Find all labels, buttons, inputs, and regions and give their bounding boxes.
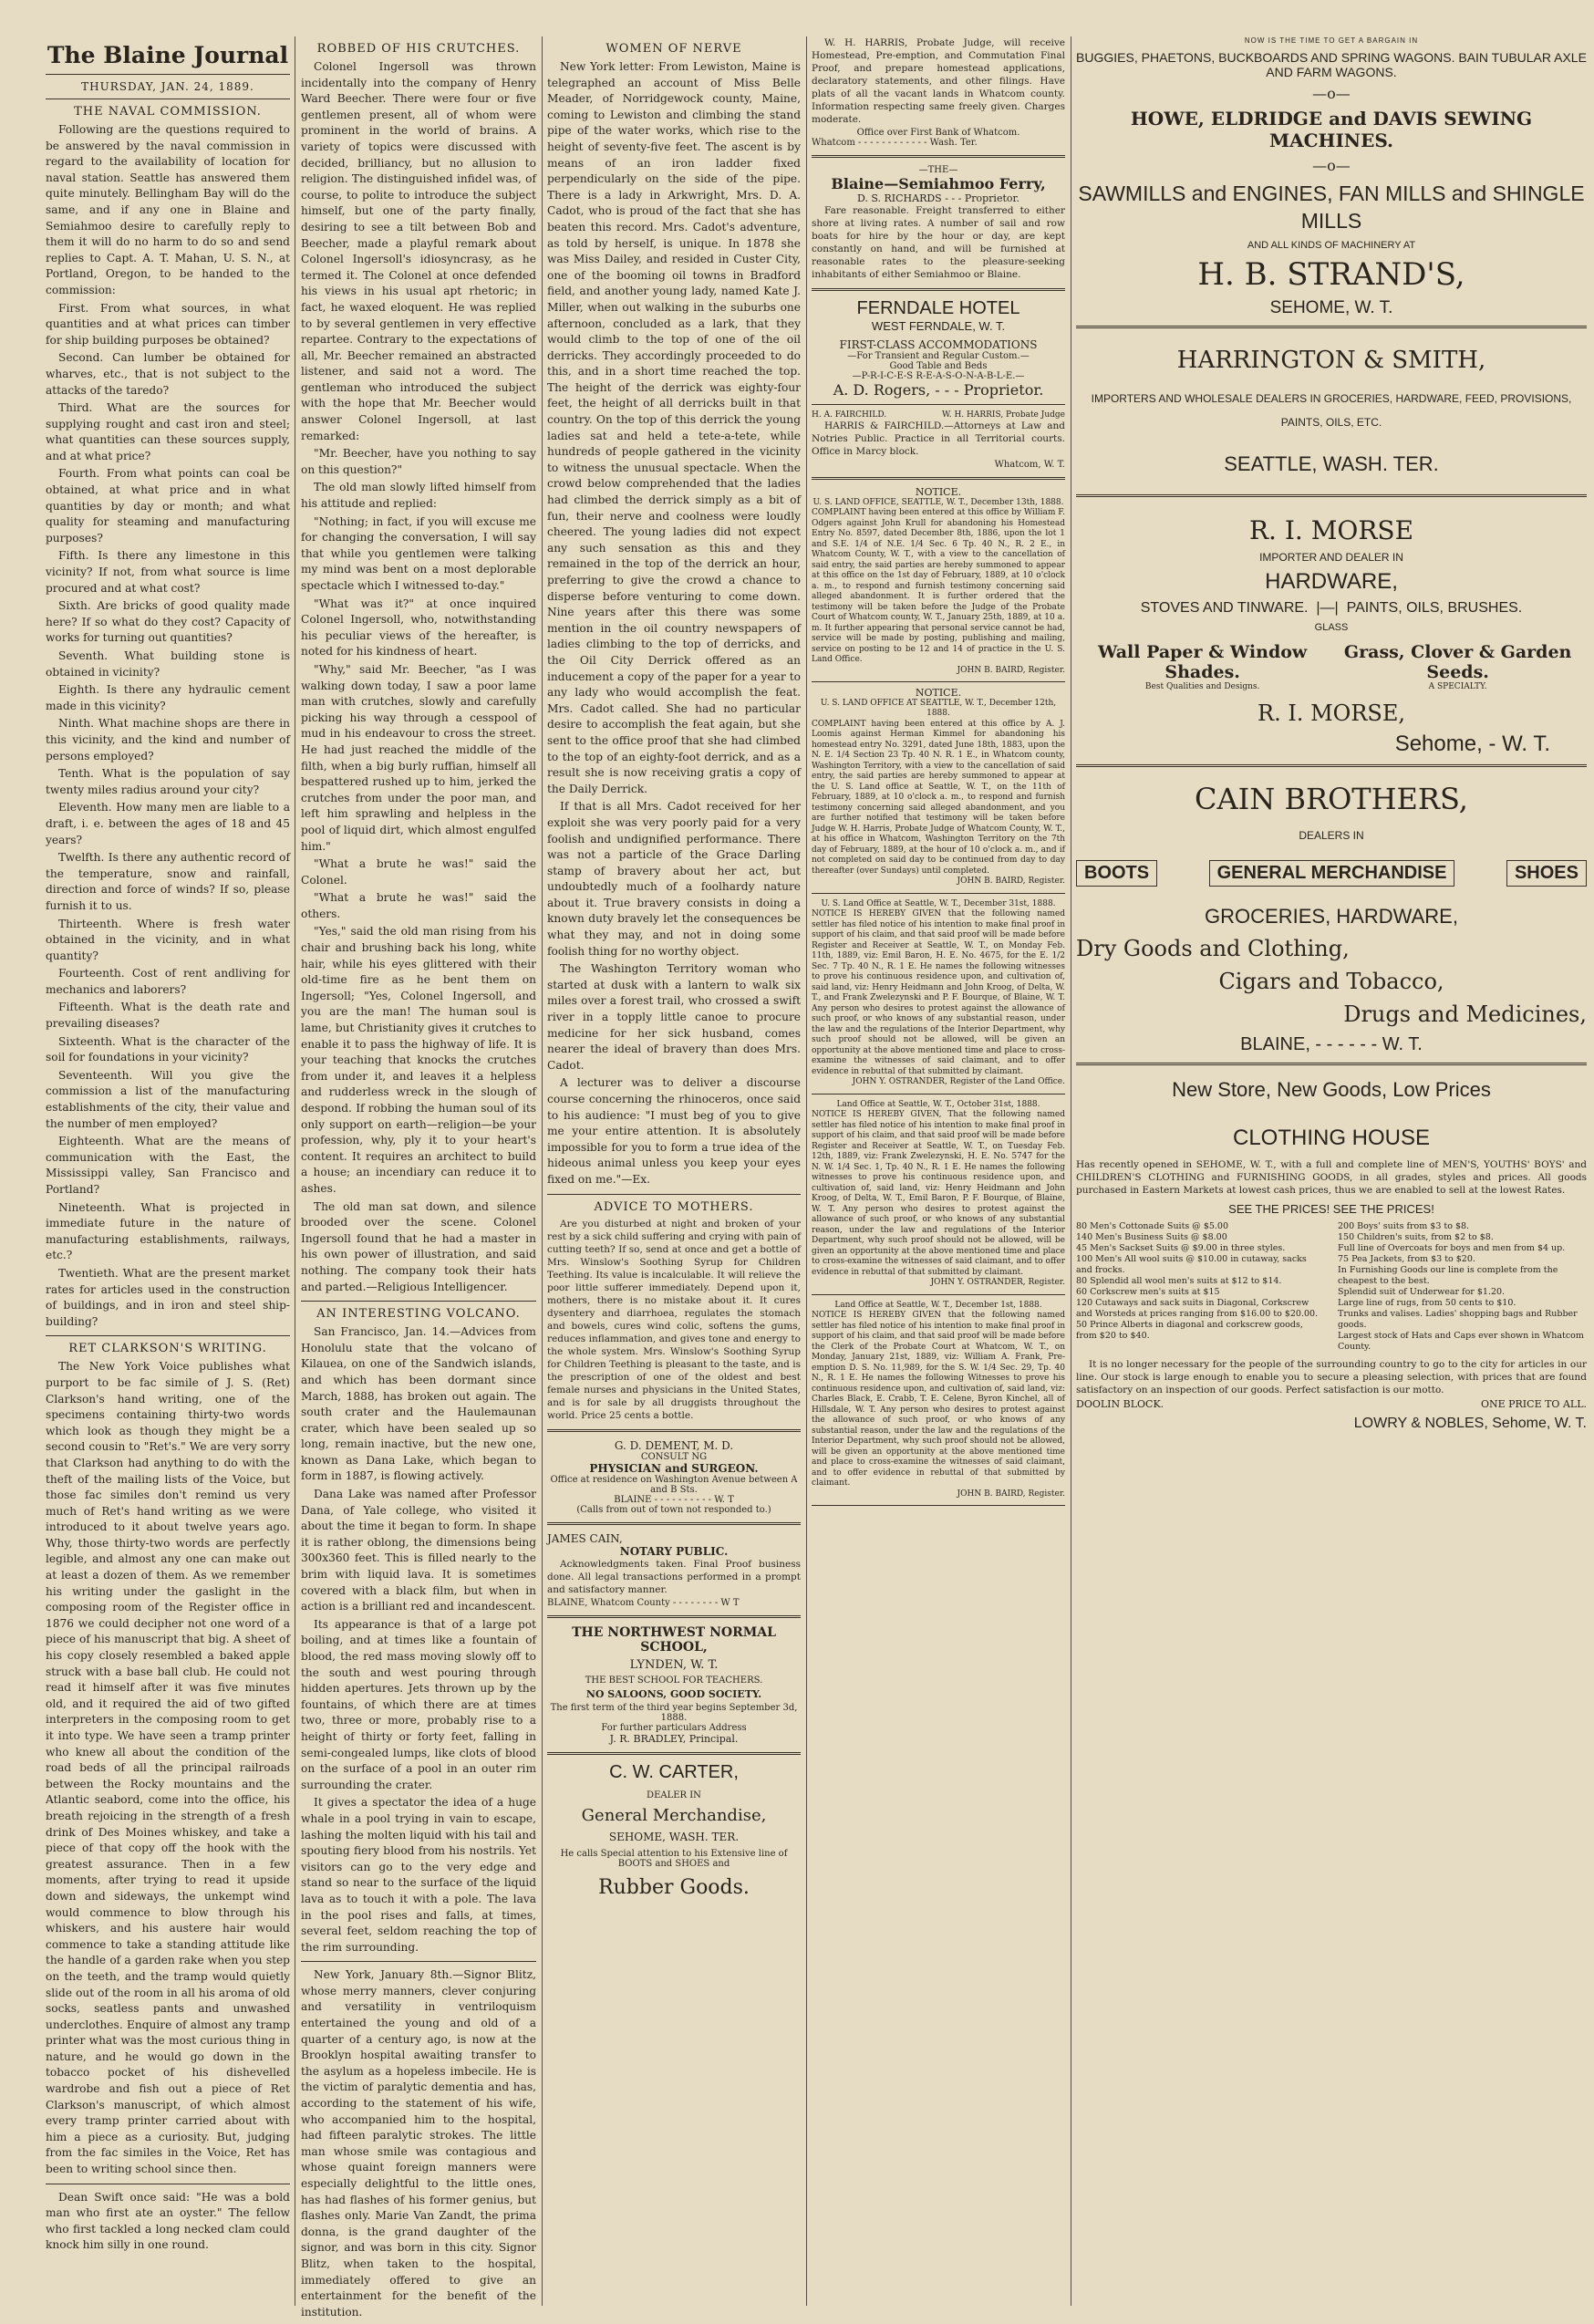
paragraph: The old man sat down, and silence brooded over the scene. Colonel Ingersoll found that he had a master in his own power of illustration, and said nothing. The company took their hats and parted.—Religious Intelligencer. [301,1199,536,1293]
notary-ad: JAMES CAIN, NOTARY PUBLIC. Acknowledgments taken. Final Proof business done. All legal transactions performed in a prompt and satisfactory manner. BLAINE, Whatcom County - - - - - - - - W T [547,1531,801,1608]
price-line: 60 Corkscrew men's suits at $15 [1076,1287,1220,1297]
cain-name: CAIN BROTHERS, [1195,782,1468,816]
prices-left [1076,1221,1325,1353]
column-3 [547,36,801,2306]
paragraph: Eighteenth. What are the means of communication with the East, the Mississippi valley, San Francisco and Portland? [46,1135,290,1196]
clarkson-para: The New York Voice publishes what purport to be fac simile of J. S. (Ret) Clarkson's hand writing, one of the specimens containing thirty-two words which look as though they might be a second cousin to "Ret's." We are very sorry that Clarkson had anything to do with the theft of the mailing lists of the Voice, but those fac similes don't remind us very much of Ret's hand writing as we were introduced to it about twelve years ago. Why, those thirty-two words are perfectly legible, and almost any one can make out at least a dozen of them. As we remember his writing under the gaslight in the composing room of the Register office in 1876 we could decipher not one word of a piece of his manuscript that big. A sheet of his copy closely resembled a baked apple struck with a base ball club. He could not read it himself after it was five minutes old, and it required the aid of two gifted interpreters in the composing room to get it into type. We have seen a tramp printer who knew all about the condition of the road beds of all the principal railroads between the Rocky mountains and the Atlantic seabord, come into the office, his breath rejoicing in the strength of a fresh drink of Des Moines whiskey, and take a piece of that copy off the hook with the greatest assurance. Then in a few moments, after trying to read it upside down and sideways, the unkempt wind would commence to blow through his whiskers, and his austere hair would commence to take a standing attitude like the handle of a garden rake when you step on the teeth, and the tramp would quietly slide out of the room in all his aroma of old socks, seatless pants and unwashed underclothes. Enquire of almost any tramp printer what was the most curious thing in nature, and he would go down in the tobacco pocket of his dishevelled wardrobe and fish out a piece of Ret Clarkson's manuscript, of which almost every tramp printer carried about with him a piece as a curiosity. But, judging from the fac similes in the Voice, Ret has been to writing school since then. [46,1360,290,2176]
ferry-ad: —THE— Blaine—Semiahmoo Ferry, D. S. RICHARDS - - - Proprietor. Fare reasonable. Freight transferred to either shore at living rates. A number of sail and row boats for hire by the hour or day, are kept constantly on hand, and will be furnished at reasonable rates to the pleasure-seeking inhabitants of either Semiahmoo or Blaine. [812,165,1065,280]
buggies-ad: BUGGIES, PHAETONS, BUCKBOARDS AND SPRING WAGONS. BAIN TUBULAR AXLE AND FARM WAGONS. [1076,50,1587,79]
paragraph: Colonel Ingersoll was thrown incidentally into the company of Henry Ward Beecher. There were four or five gentlemen present, all of whom were prominent in the world of brains. A variety of topics were discussed with decided, brilliancy, but no allusion to religion. The distinguished infidel was, of course, to polite to introduce the subject himself, but one of the party finally, desiring to see a tilt between Bob and Beecher, made a playful remark about Colonel Ingersoll's idiosyncrasy, as he termed it. The Colonel at once defended his views in his usual apt rhetoric; in fact, he waxed eloquent. He was replied to by several gentlemen in very effective repartee. Contrary to the expectations of all, Mr. Beecher remained an abstracted listener, and said not a word. The gentleman who introduced the subject with the hope that Mr. Beecher would answer Colonel Ingersoll, at last remarked: [301,60,536,442]
paragraph: Sixth. Are bricks of good quality made here? If so what do they cost? Capacity of works for turning out quantities? [46,599,290,645]
paragraph: Fourteenth. Cost of rent andliving for mechanics and laborers? [46,967,290,996]
paragraph: "Why," said Mr. Beecher, "as I was walking down today, I saw a poor lame man with crutches, slowly and carefully picking his way through a cesspool of mud in his endeavour to cross the street. He had just reached the middle of the filth, when a big burly ruffian, himself all bespattered rushed up to him, jerked the crutches from under the poor man, and left him sprawling and helpless in the pool of liquid dirt, which almost engulfed him." [301,662,536,853]
price-line: 50 Prince Alberts in diagonal and corkscrew goods, from $20 to $40. [1076,1320,1303,1341]
paragraph: Fifteenth. What is the death rate and prevailing diseases? [46,1001,290,1031]
price-line: 80 Men's Cottonade Suits @ $5.00 [1076,1221,1229,1231]
paragraph: Seventh. What building stone is obtained in vicinity? [46,649,290,679]
column-4 [812,36,1065,2306]
price-line: 100 Men's All wool suits @ $10.00 in cutaway, sacks and frocks. [1076,1254,1307,1275]
price-line: Splendid suit of Underwear for $1.20. [1338,1287,1506,1297]
price-line: 75 Pea Jackets, from $3 to $20. [1338,1254,1475,1264]
paragraph: First. From what sources, in what quantities and at what prices can timber for ship building purposes be obtained? [46,301,290,347]
price-line: Trunks and valises. Ladies' shopping bags and Rubber goods. [1338,1309,1578,1330]
naval-heading: THE NAVAL COMMISSION. [74,105,262,119]
price-line: Largest stock of Hats and Caps ever shown in Whatcom County. [1338,1331,1584,1352]
land-notices [812,487,1065,1506]
naval-questions [46,301,290,1331]
paragraph: New York letter: From Lewiston, Maine is telegraphed an account of Miss Belle Meader, of Norridgewock county, Maine, coming to Lewiston and climbing the stand pipe of the water works, which rise to the height of seventy-five feet. The ascent is by means of an iron ladder fixed perpendicularly on the side of the pipe. There is a lady in Arkwright, Mrs. D. A. Cadot, who is proud of the fact that she has beaten this record. Mrs. Cadot's adventure, as told by herself, is unique. In 1878 she was Miss Dailey, and resided in Custer City, one of the booming oil towns in Bradford field, and another young lady, named Kate J. Miller, when out walking in the suburbs one afternoon, concluded as a lark, that they would climb to the top of one of the oil derricks. They accordingly proceeded to do this, and in a short time reached the top. The height of the derrick was eighty-four feet, the height of all derricks built in that country. On the top of this derrick the young ladies sat and held a tete-a-tete, while hundreds of people gathered in the vicinity to witness the unusual spectacle. When the crowd below comprehended that the ladies had climbed the derrick simply as a bit of fun, their nerve and coolness were loudly cheered. The young ladies did not expect any such sensation as this and they remained in the top of the derrick an hour, preferring to give the crowd a chance to disperse before venturing to come down. Nine years after this there was some mention in the oil country newspapers of ladies climbing to the top of derricks, and the Oil City Derrick offered as an inducement a copy of the paper for a year to any lady who would accomplish the feat. Mrs. Cadot called. She had no particular desire to accomplish the feat again, but she sent to the office proof that she had climbed to the top of an eighty-foot derrick, and as a result she is now receiving gratis a copy of the Daily Derrick. [547,60,801,795]
paragraph: Thirteenth. Where is fresh water obtained in the vicinity, and in what quantity? [46,917,290,962]
clarkson-heading: RET CLARKSON'S WRITING. [68,1342,267,1356]
paragraph: "What a brute he was!" said the others. [301,891,536,920]
lowry-nobles: LOWRY & NOBLES, Sehome, W. T. [1353,1416,1587,1431]
newstore-heading: New Store, New Goods, Low Prices [1172,1078,1491,1101]
paragraph: Eleventh. How many men are liable to a draft, i. e. between the ages of 18 and 45 years? [46,801,290,846]
column-1 [46,36,290,2306]
paragraph: It gives a spectator the idea of a huge whale in a pool trying in vain to escape, lashing the molten liquid with his tail and spouting fiery blood from his nostrils. Yet visitors can go to the very edge and stand so near to the surface of the liquid lava as to touch it with a pole. The lava in the pool rises and falls, at times, several feet, seldom reaching the top of the rim surrounding. [301,1796,536,1954]
prices-right [1338,1221,1587,1353]
paragraph: Tenth. What is the population of say twenty miles radius around your city? [46,767,290,796]
price-line: 45 Men's Sackset Suits @ $9.00 in three styles. [1076,1243,1286,1253]
sawmills-ad: SAWMILLS and ENGINES, FAN MILLS and SHINGLE MILLS [1078,182,1585,233]
land-notice: U. S. Land Office at Seattle, W. T., December 31st, 1888. NOTICE IS HEREBY GIVEN that the following named settler has filed notice of his intention to make final proof in support of his claim, and that said proof will be made before Register and Receiver at Seattle, W. T., on Monday Feb. 11th, 1889, viz: Emil Baron, H. E. No. 4675, for the E. 1/2 Sec. 7 Tp. 40 N., R. 1 E. He names the following witnesses to prove his continuous residence upon, and cultivation of, said land, viz: Henry Heidmann and John Kroog, of Delta, W. T., and Frank Zwelezynski and P. F. Bourque, of Blaine, W. T. Any person who desires to protest against the allowance of such proof, or who knows of any substantial reason, under the law and the regulations of the Interior Department, why such proof should not be allowed, will be given an opportunity at the above mentioned time and place to cross-examine the witnesses of said claimant, and to offer evidence in rebuttal of that submitted by claimant. JOHN Y. OSTRANDER, Register of the Land Office. [812,899,1065,1095]
strand-name: H. B. STRAND'S, [1197,256,1465,293]
howe-ad: HOWE, ELDRIDGE and DAVIS SEWING MACHINES. [1130,108,1533,151]
women-body [547,59,801,1188]
harris-ad: W. H. HARRIS, Probate Judge, will receive Homestead, Pre-emption, and Commutation Final Proof, and prepare homestead applications, declaratory statements, and other filings. Have plats of all the vacant lands in Whatcom county. Information respecting same freely given. Charges moderate. Office over First Bank of Whatcom. Whatcom - - - - - - - - - - - - Wash. Ter. [812,37,1065,148]
price-line: 140 Men's Business Suits @ $8.00 [1076,1232,1227,1242]
hotel-ad: FERNDALE HOTEL WEST FERNDALE, W. T. FIRST-CLASS ACCOMMODATIONS —For Transient and Regular Custom.— Good Table and Beds —P-R-I-C-E-S R-E-A-S-O-N-A-B-L-E.— A. D. Rogers, - - - Proprietor. [833,298,1044,399]
paragraph: Dana Lake was named after Professor Dana, of Yale college, who visited it about the time it began to form. In shape it is rather oblong, the dimensions being 300x360 feet. This is filled nearly to the brim with liquid lava. It is sometimes covered with a black film, but when in action is a brilliant red and incandescent. [301,1488,536,1613]
robbed-heading: ROBBED OF HIS CRUTCHES. [316,42,521,56]
price-line: 150 Children's suits, from $2 to $8. [1338,1232,1494,1242]
issue-date: THURSDAY, JAN. 24, 1889. [81,80,254,93]
paragraph: Seventeenth. Will you give the commission a list of the manufacturing establishments of the city, their value and the number of men employed? [46,1068,290,1130]
price-line: 200 Boys' suits from $3 to $8. [1338,1221,1470,1231]
land-notice: Land Office at Seattle, W. T., December 1st, 1888. NOTICE IS HEREBY GIVEN that the following named settler has filed notice of his intention to make final proof in support of his claim, and that said proof will be made before the Clerk of the Probate Court at Whatcom, W. T., on Monday, January 21st, 1889, viz: William A. Frank, Pre-emption D. S. No. 11,989, for the S. W. 1/4 Sec. 29, Tp. 40 N., R. 1 E. He names the following Witnesses to prove his continuous residence upon, and cultivation of, said land, viz: Charles Black, E. Crabb, T. E. Celene, Byron Kinchel, all of Hillsdale, W. T. Any person who desires to protest against the allowance of such proof, or who knows of any substantial reason, under the law and the regulations of the Interior Department, why such proof should not be allowed, will be given an opportunity at the above mentioned time and place to cross-examine the witnesses of said claimant, and to offer evidence in rebuttal of that submitted by claimant. JOHN B. BAIRD, Register. [812,1301,1065,1507]
land-notice: NOTICE. U. S. LAND OFFICE, SEATTLE, W. T., December 13th, 1888. COMPLAINT having been entered at this office by William F. Odgers against John Krull for abandoning his Homestead Entry No. 8597, dated December 8th, 1886, upon the lot 1 and S.E. 1/4 of N.E. 1/4 Sec. 6 Tp. 40 N., R. 2 E., in Whatcom County, W. T., with a view to the cancellation of said entry, the said parties are hereby summoned to appear at this office on the 1st day of February, 1889, at 10 o'clock a. m., to respond and furnish testimony concerning said alleged abandonment. It is further ordered that the testimony will be taken before the Judge of the Probate Court of Whatcom county, W. T., January 25th, 1889, at 10 a. m. It further appearing that personal service cannot be had, service will be made by posting, publishing and mailing, service on posting to be 12 and 14 of practice in the U. S. Land Office. JOHN B. BAIRD, Register. [812,487,1065,682]
gm-label: GENERAL MERCHANDISE [1209,860,1455,887]
normal-school-ad: THE NORTHWEST NORMAL SCHOOL, LYNDEN, W. T. THE BEST SCHOOL FOR TEACHERS. NO SALOONS, GOOD SOCIETY. The first term of the third year begins September 3d, 1888. For further particulars Address J. R. BRADLEY, Principal. [550,1624,798,1745]
paragraph: Third. What are the sources for supplying rought and cast iron and steel; what quantities can these sources supply, and at what price? [46,401,290,462]
dement-ad: G. D. DEMENT, M. D. CONSULT NG PHYSICIAN and SURGEON. Office at residence on Washington Avenue between A and B Sts. BLAINE - - - - - - - - - - W. T (Calls from out of town not responded to.) [550,1438,798,1515]
harrington-name: HARRINGTON & SMITH, [1176,347,1486,374]
paragraph: Fifth. Is there any limestone in this vicinity? If not, from what source is lime procured and at what cost? [46,549,290,595]
paragraph: A lecturer was to deliver a discourse course concerning the rhinoceros, once said to his audience: "I must beg of you to give me your entire attention. It is absolutely impossible for you to form a true idea of the hideous animal unless you keep your eyes fixed on me."—Ex. [547,1076,801,1186]
paragraph: The old man slowly lifted himself from his attitude and replied: [301,481,536,511]
masthead-title: The Blaine Journal [47,42,289,68]
price-line: In Furnishing Goods our line is complete from the cheapest to the best. [1338,1265,1558,1286]
blitz-para: New York, January 8th.—Signor Blitz, whose merry manners, clever conjuring and versatility in ventriloquism entertained the young and old of a quarter of a century ago, is now at the Brooklyn hospital awaiting transfer to the asylum as a hopeless imbecile. He is the victim of paralytic dementia and has, according to the statement of his wife, who accompanied him to the hospital, had fifteen paralytic strokes. The little man whose smile was contagious and whose quaint foreign manners were especially delightful to the little ones, has had flashes of his former genius, but flashes only. Marie Van Zandt, the prima donna, is the grand daughter of the signor, and was born in this city. Signor Blitz, when taken to the hospital, immediately offered to give an entertainment for the benefit of the institution. [301,1968,536,2319]
paragraph: Ninth. What machine shops are there in this vicinity, and the kind and number of persons employed? [46,717,290,763]
paragraph: Twentieth. What are the present market rates for articles used in the construction of buildings, and in iron and steel ship-building? [46,1266,290,1328]
paragraph: "Mr. Beecher, have you nothing to say on this question?" [301,447,536,476]
women-heading: WOMEN OF NERVE [606,42,742,56]
volcano-heading: AN INTERESTING VOLCANO. [316,1307,521,1322]
price-line: 80 Splendid all wool men's suits at $12 to $14. [1076,1276,1282,1286]
mothers-text: Are you disturbed at night and broken of your rest by a sick child suffering and crying with pain of cutting teeth? If so, send at once and get a bottle of Mrs. Winslow's Soothing Syrup for Children Teething. Its value is incalculable. It will relieve the poor little sufferer immediately. Depend upon it, mothers, there is no mistake about it. It cures dysentery and diarrhoea, regulates the stomach and bowels, cures wind colic, softens the gums, reduces inflammation, and gives tone and energy to the whole system. Mrs. Winslow's Soothing Syrup for Children Teething is pleasant to the taste, and is the prescription of one of the oldest and best female nurses and physicians in the United States, and is for sale by all druggists throughout the world. Price 25 cents a bottle. [547,1218,801,1421]
boots-label: BOOTS [1076,860,1157,887]
price-line: Large line of rugs, from 50 cents to $10. [1338,1298,1516,1308]
naval-intro: Following are the questions required to be answered by the naval commission in regard to the availability of location for naval station. Seattle has answered them quite minutely. Bellingham Bay will do the same, and if any one in Blaine and Semiahmoo desire to carefully reply to them it will do no harm to do so and send replies to Capt. A. T. Mahan, U. S. N., at Portland, Oregon, to be handed to the commission: [46,123,290,296]
price-line: 120 Cutaways and sack suits in Diagonal, Corkscrew and Worsteds at prices ranging from $16.00 to $20.00. [1076,1298,1319,1319]
clothing-house: CLOTHING HOUSE [1232,1126,1431,1150]
paragraph: Fourth. From what points can coal be obtained, at what price and in what quantities by day or month; and what quality for steaming and manufacturing purposes? [46,467,290,545]
clarkson-para: Dean Swift once said: "He was a bold man who first ate an oyster." The fellow who first tackled a long necked clam could knock him silly in one round. [46,2190,290,2252]
harris-fairchild-ad: H. A. FAIRCHILD. W. H. HARRIS, Probate Judge HARRIS & FAIRCHILD.—Attorneys at Law and Notries Public. Practice in all Territorial courts. Office in Marcy block. Whatcom, W. T. [812,410,1065,470]
paragraph: "What a brute he was!" said the Colonel. [301,857,536,887]
shoes-label: SHOES [1506,860,1587,887]
paragraph: Nineteenth. What is projected in immediate future in the nature of manufacturing establishments, railways, etc.? [46,1200,290,1262]
paragraph: Twelfth. Is there any authentic record of the temperature, snow and rainfall, direction and force of winds? If so, please furnish it to us. [46,851,290,912]
paragraph: "Yes," said the old man rising from his chair and brushing back his long, white hair, while his eyes glittered with their old-time fire as he bent them on Ingersoll; "Yes, Colonel Ingersoll, and you are the man! The human soul is lame, but Christianity gives it crutches to enable it to pass the highway of life. It is your teaching that knocks the crutches from under it, and leaves it a helpless and rudderless wreck in the slough of despond. If robbing the human soul of its only support on earth—religion—be your profession, why, ply it to your heart's content. It requires an architect to build a house; an incendiary can reduce it to ashes. [301,925,536,1195]
land-notice: NOTICE. U. S. LAND OFFICE AT SEATTLE, W. T., December 12th, 1888. COMPLAINT having been entered at this office by A. J. Loomis against Herman Kimmel for abandoning his homestead entry No. 3291, dated June 18th, 1883, upon the N. E. 1/4 Section 23 Tp. 40 N. R. 1 E., in Whatcom county, Washington Territory, with a view to the cancellation of said entry, the said parties are hereby summoned to appear at the U. S. Land office at Seattle, W. T., on the 11th of February, 1889, at 10 o'clock a. m., to respond and furnish testimony concerning said alleged abandonment, and you are further notified that testimony will be taken before Judge W. H. Harris, Probate Judge of Whatcom County, W. T., at his office in Whatcom, Washington Territory on the 7th day of February, 1889, at the hour of 10 o'clock a. m., and if not completed on said day to be continued from day to day thereafter (over Sundays) until completed. JOHN B. BAIRD, Register. [812,688,1065,894]
column-2 [301,36,536,2319]
paragraph: The Washington Territory woman who started at dusk with a lantern to walk six miles over a forest trail, who crossed a swift river in a topply little canoe to procure medicine for her sick husband, comes nearer the ideal of bravery than does Mrs. Cadot. [547,962,801,1072]
paragraph: Second. Can lumber be obtained for wharves, etc., that is not subject to the attacks of the taredo? [46,351,290,397]
paragraph: San Francisco, Jan. 14.—Advices from Honolulu state that the volcano of Kilauea, on one of the Sandwich islands, and which has been dormant since March, 1888, has broken out again. The south crater and the Haulemaunan crater, which have been sealed up so long, remain inactive, but the new one, known as Dana Lake, which began to form in 1887, is flowing actively. [301,1325,536,1483]
price-line: Full line of Overcoats for boys and men from $4 up. [1338,1243,1566,1253]
land-notice: Land Office at Seattle, W. T., October 31st, 1888. NOTICE IS HEREBY GIVEN, That the following named settler has filed notice of his intention to make final proof in support of his claim, and that said proof will be made before Register and Receiver at Seattle, W. T., on Tuesday Feb. 12th, 1889, viz: Frank Zwelezynski, H. E. No. 5747 for the N. W. 1/4 Sec. 1, Tp. 40 N., R. 1 E. He names the following witnesses to prove his continuous residence upon, and cultivation of, said land, viz: Henry Heidmann and John Kroog, of Delta, W. T., Emil Baron, P. F. Bourque, of Blaine, W. T. Any person who desires to protest against the allowance of such proof, or who knows of any substantial reason, under the law and regulations of the Interior Department, why such proof should not be allowed, will be given an opportunity at the above mentioned time and place to cross-examine the witnesses of said claimant, and to offer evidence in rebuttal of that submitted by claimant. JOHN Y. OSTRANDER, Register. [812,1100,1065,1295]
paragraph: Sixteenth. What is the character of the soil for foundations in your vicinity? [46,1034,290,1064]
paragraph: "Nothing; in fact, if you will excuse me for changing the conversation, I will say that while you gentlemen were talking my mind was bent on a most deplorable spectacle which I witnessed to-day." [301,514,536,592]
paragraph: Its appearance is that of a large pot boiling, and at times like a fountain of blood, the red mass moving slowly off to the south and west pouring through hidden apertures. Jets thrown up by the fountains, of which there are at times two, three or more, probably rise to a height of thirty or forty feet, falling in semi-congealed lumps, like clots of blood on the surface of a pool in an outer rim surrounding the crater. [301,1617,536,1791]
volcano-body [301,1324,536,1956]
paragraph: "What was it?" at once inquired Colonel Ingersoll, who, notwithstanding his peculiar views of the hereafter, is noted for his kindness of heart. [301,597,536,659]
paragraph: If that is all Mrs. Cadot received for her exploit she was very poorly paid for a very foolish and undignified performance. There was not a particle of the Grace Darling stamp of bravery about her act, but undoubtedly much of a foolhardy nature about it. True bravery consists in doing a known duty bravely let the consequences be what they may, and not in doing some foolish thing for no worthy object. [547,800,801,958]
mothers-heading: ADVICE TO MOTHERS. [594,1199,754,1214]
paragraph: Eighth. Is there any hydraulic cement made in this vicinity? [46,683,290,712]
robbed-body [301,59,536,1295]
column-5: NOW IS THE TIME TO GET A BARGAIN IN BUGGIES, PHAETONS, BUCKBOARDS AND SPRING WAGONS. BAIN TUBULAR AXLE AND FARM WAGONS. —o— HOWE, ELDRIDGE and DAVIS SEWING MACHINES. —o— SAWMILLS and ENGINES, FAN MILLS and SHINGLE MILLS AND ALL KINDS OF MACHINERY AT H. B. STRAND'S, SEHOME, W. T. HARRINGTON & SMITH, IMPORTERS AND WHOLESALE DEALERS IN GROCERIES, HARDWARE, FEED, PROVISIONS, PAINTS, OILS, ETC. SEATTLE, WASH. TER. R. I. MORSE IMPORTER AND DEALER IN HARDWARE, STOVES AND TINWARE. |—| PAINTS, OILS, BRUSHES. GLASS Wall Paper & Window Shades. Best Qualities and Designs. Grass, Clover & Garden Seeds. A SPECIALTY. R. I. MORSE, Sehome, - W. T. CAIN BROTHERS, DEALERS IN BOOTS GENERAL MERCHANDISE SHOES GROCERIES, HARDWARE, Dry Goods and Clothing, Cigars and Tobacco, Drugs and Medicines, BLAINE, - - - - - - W. T. New Store, New Goods, Low Prices CLOTHING HOUSE Has recently opened in SEHOME, W. T., with a full and complete line of MEN'S, YOUTHS' BOYS' and CHILDREN'S CLOTHING and FURNISHING GOODS, in all grades, styles and prices. All goods purchased in Eastern Markets at lowest cash prices, thus we are enabled to sell at the lowest Rates. SEE THE PRICES! SEE THE PRICES! 80 Men's Cottonade Suits @ $5.00 140 Men's Business Suits @ $8.00 45 Men's Sackset Suits @ $9.00 in three styles. 100 Men's All wool suits @ $10.00 in cutaway, sacks and frocks. 80 Splendid all wool men's suits at $12 to $14. 60 Corkscrew men's suits at $15 120 Cutaways and sack suits in Diagonal, Corkscrew and Worsteds at prices ranging from $16.00 to $20.00. 50 Prince Alberts in diagonal and corkscrew goods, from $20 to $40. 200 Boys' suits from $3 to $8. 150 Children's suits, from $2 to $8. Full line of Overcoats for boys and men from $4 up. 75 Pea Jackets, from $3 to $20. In Furnishing Goods our line is complete from the cheapest to the best. Splendid suit of Underwear for $1.20. Large line of rugs, from 50 cents to $10. Trunks and valises. Ladies' shopping bags and Rubber goods. Largest stock of Hats and Caps ever shown in Whatcom County. It is no longer necessary for the people of the surrounding country to go to the city for articles in our line. Our stock is large enough to enable you to secure a pleasing selection, with prices that are found satisfactory on an inspection of our goods. Perfect satisfaction is our motto. DOOLIN BLOCK. ONE PRICE TO ALL. LOWRY & NOBLES, Sehome, W. T. [1076,36,1587,1431]
carter-ad: C. W. CARTER, DEALER IN General Merchandise, SEHOME, WASH. TER. He calls Special attention to his Extensive line of BOOTS and SHOES and Rubber Goods. [560,1761,788,1899]
morse-name: R. I. MORSE [1248,515,1414,545]
